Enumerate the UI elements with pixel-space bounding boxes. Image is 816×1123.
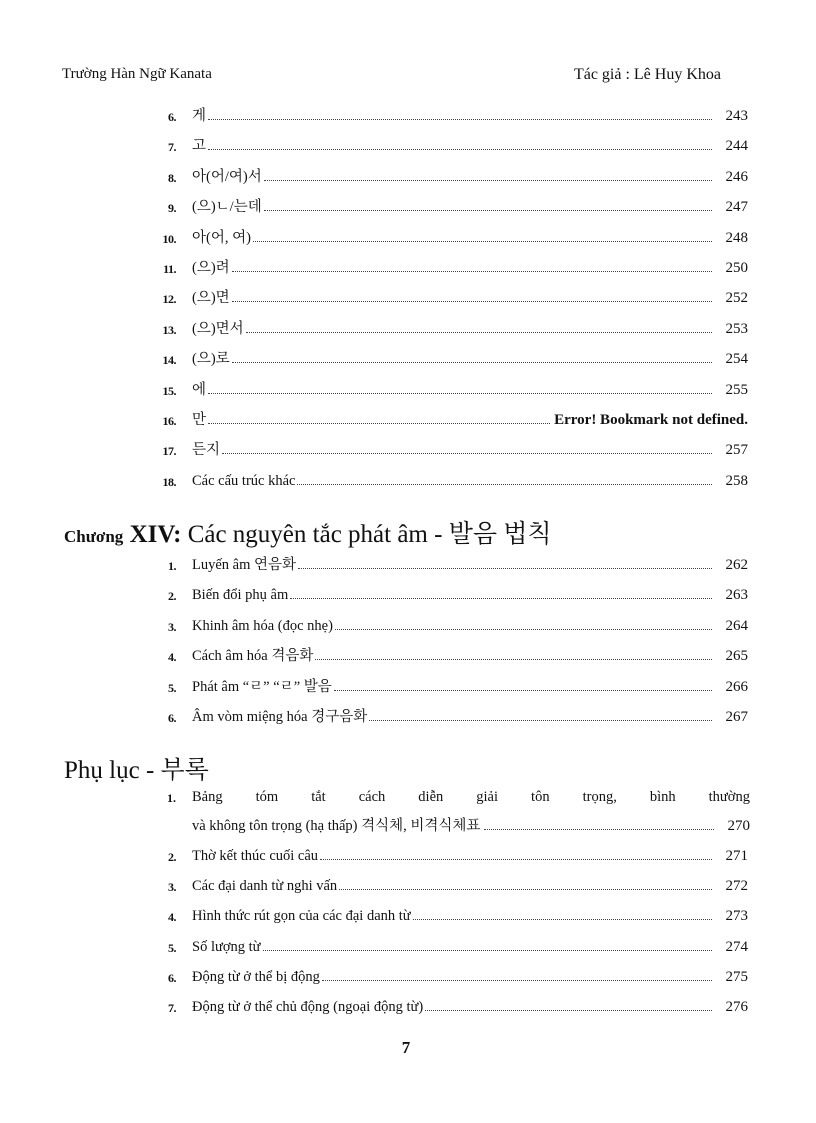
- dot-leader: [369, 720, 712, 721]
- toc-entry[interactable]: [140, 283, 748, 307]
- dot-leader: [264, 210, 712, 211]
- chapter-number: XIV:: [129, 521, 182, 548]
- toc-entry-title: Biến đổi phụ âm: [192, 587, 289, 604]
- dot-leader: [320, 859, 712, 860]
- dot-leader: [222, 453, 712, 454]
- toc-entry-page: 272: [725, 878, 748, 895]
- toc-entry-title-line2: và không tôn trọng (hạ thấp) 격식체, 비격식체표: [192, 818, 481, 834]
- toc-entry-title: Phát âm “ㄹ” “ㄹ” 발음: [192, 678, 332, 695]
- toc-entry[interactable]: [140, 344, 748, 368]
- toc-entry[interactable]: [140, 932, 748, 956]
- dot-leader: [246, 332, 712, 333]
- toc-entry-page: 250: [725, 260, 748, 276]
- dot-leader: [208, 119, 712, 120]
- toc-entry[interactable]: [140, 375, 748, 399]
- dot-leader: [335, 629, 712, 630]
- toc-entry-number: 5.: [168, 680, 176, 695]
- toc-entry[interactable]: [140, 101, 748, 125]
- toc-entry-page: 274: [725, 938, 748, 955]
- toc-entry[interactable]: [140, 702, 748, 726]
- toc-entry-page: 248: [725, 229, 748, 246]
- toc-entry-page: 257: [725, 442, 748, 459]
- dot-leader: [232, 271, 712, 272]
- dot-leader: [334, 690, 712, 691]
- toc-entry-number: 5.: [168, 940, 176, 955]
- toc-entry-page: 276: [725, 999, 748, 1015]
- toc-entry[interactable]: [140, 992, 748, 1016]
- toc-entry-number: 11.: [163, 262, 176, 276]
- toc-entry-title-line1: [192, 789, 750, 806]
- toc-entry-title: 아(어, 여): [192, 229, 251, 246]
- toc-entry-title-word: giải: [476, 789, 499, 805]
- toc-entry-number: 16.: [162, 414, 176, 428]
- dot-leader: [264, 180, 712, 181]
- toc-entry[interactable]: [140, 405, 748, 429]
- toc-entry-title-word: bình: [649, 789, 676, 805]
- toc-entry[interactable]: [140, 841, 748, 865]
- toc-entry-title-word: thường: [708, 789, 750, 805]
- toc-entry[interactable]: [140, 871, 748, 895]
- toc-entry-title-word: Bảng: [192, 789, 223, 805]
- toc-entry-title: (으)려: [192, 260, 230, 276]
- toc-entry[interactable]: [140, 962, 748, 986]
- toc-entry-number: 8.: [168, 170, 176, 185]
- toc-entry-title-word: cách: [358, 789, 386, 805]
- toc-entry-number: 12.: [162, 292, 176, 307]
- dot-leader: [425, 1010, 712, 1011]
- toc-entry-title: (으)ㄴ/는데: [192, 199, 262, 216]
- header-school-name: Trường Hàn Ngữ Kanata: [62, 66, 212, 82]
- dot-leader: [290, 598, 712, 599]
- toc-entry-title: 아(어/여)서: [192, 168, 262, 185]
- appendix-heading: Phụ lục - 부록: [64, 757, 209, 784]
- dot-leader: [297, 484, 712, 485]
- toc-entry-title-word: tắt: [311, 789, 326, 805]
- toc-entry-number: 2.: [168, 850, 176, 864]
- page-number-text: 7: [401, 1038, 411, 1057]
- toc-entry-title: Các đại danh từ nghi vấn: [192, 878, 338, 895]
- chapter-prefix: Chương: [64, 527, 124, 546]
- toc-entry-title: (으)로: [192, 351, 230, 368]
- toc-entry-title: Động từ ở thể bị động: [192, 968, 320, 985]
- header-author: Tác giả : Lê Huy Khoa: [573, 66, 721, 83]
- toc-entry-page: 258: [725, 472, 748, 489]
- dot-leader: [253, 241, 712, 242]
- toc-entry[interactable]: [140, 253, 748, 277]
- toc-entry-title: 에: [192, 381, 207, 398]
- toc-entry[interactable]: [140, 162, 748, 186]
- toc-entry-title: Động từ ở thể chủ động (ngoại động từ): [192, 999, 424, 1015]
- toc-entry-number: 7.: [168, 140, 176, 155]
- page-number: [0, 1038, 816, 1058]
- toc-entry-page: 270: [727, 818, 750, 834]
- dot-leader: [232, 301, 712, 302]
- running-header: [62, 66, 721, 90]
- toc-entry-number: 1.: [168, 559, 176, 573]
- dot-leader: [208, 423, 550, 424]
- toc-entry-title: Cách âm hóa 격음화: [192, 648, 314, 665]
- dot-leader: [232, 362, 712, 363]
- toc-entry-number: 14.: [162, 353, 176, 368]
- toc-entry-title: Luyến âm 연음화: [192, 557, 297, 573]
- toc-entry-page: 255: [725, 381, 748, 398]
- toc-entry-page: 263: [725, 587, 748, 604]
- toc-entry[interactable]: [140, 641, 748, 665]
- toc-entry[interactable]: [140, 131, 748, 155]
- toc-entry-number: 4.: [168, 650, 176, 665]
- toc-entry[interactable]: [140, 901, 748, 925]
- toc-entry-title: Hình thức rút gọn của các đại danh từ: [192, 908, 411, 925]
- toc-entry-number: 9.: [168, 201, 176, 216]
- toc-entry-title: 만: [192, 412, 207, 428]
- dot-leader: [484, 829, 714, 830]
- toc-entry-page: 271: [725, 848, 748, 864]
- toc-entry-number: 6.: [168, 110, 176, 124]
- toc-entry-title: (으)면서: [192, 320, 244, 337]
- toc-entry-page: 262: [725, 557, 748, 573]
- toc-entry-number: 6.: [168, 970, 176, 985]
- toc-entry-page: 254: [725, 351, 748, 368]
- toc-entry[interactable]: [140, 672, 748, 696]
- toc-entry-page: 246: [725, 168, 748, 185]
- toc-entry-title: Âm vòm miệng hóa 경구음화: [192, 709, 368, 725]
- toc-entry-page: 265: [725, 648, 748, 665]
- toc-entry-number: 4.: [168, 910, 176, 925]
- toc-entry-number: 13.: [162, 322, 176, 337]
- toc-entry[interactable]: [140, 223, 748, 247]
- toc-entry-number: 18.: [162, 474, 176, 489]
- toc-entry-title: Thờ kết thúc cuối câu: [192, 848, 319, 864]
- toc-entry-title: 게: [192, 108, 207, 124]
- toc-entry[interactable]: [140, 192, 748, 216]
- toc-entry[interactable]: [140, 466, 748, 490]
- toc-entry-title: Số lượng từ: [192, 938, 261, 955]
- toc-entry-page: 247: [725, 199, 748, 216]
- toc-entry-title-word: diễn: [418, 789, 444, 805]
- toc-entry-title-word: trọng,: [582, 789, 617, 805]
- dot-leader: [208, 393, 712, 394]
- toc-entry[interactable]: [140, 435, 748, 459]
- dot-leader: [322, 980, 712, 981]
- toc-entry-page: 267: [725, 709, 748, 725]
- toc-entry-number: 2.: [168, 589, 176, 604]
- toc-entry-number: 3.: [168, 880, 176, 895]
- toc-entry[interactable]: [140, 580, 748, 604]
- dot-leader: [263, 950, 712, 951]
- toc-entry-page: 264: [725, 617, 748, 634]
- toc-entry-title: (으)면: [192, 290, 230, 307]
- toc-entry-page: Error! Bookmark not defined.: [554, 412, 748, 428]
- toc-entry-title: Khinh âm hóa (đọc nhẹ): [192, 617, 333, 634]
- toc-entry-number: 7.: [168, 1001, 176, 1015]
- toc-entry-page: 266: [725, 678, 748, 695]
- toc-entry-number: 17.: [162, 444, 176, 459]
- toc-entry-page: 252: [725, 290, 748, 307]
- toc-entry-page: 275: [725, 968, 748, 985]
- dot-leader: [413, 919, 712, 920]
- dot-leader: [298, 568, 712, 569]
- toc-entry-title: 고: [192, 138, 207, 155]
- dot-leader: [315, 659, 712, 660]
- toc-entry[interactable]: [140, 314, 748, 338]
- toc-entry[interactable]: [140, 550, 748, 574]
- toc-entry-title-line2-row: [192, 814, 750, 835]
- toc-entry-number: 6.: [168, 711, 176, 725]
- chapter-title: Các nguyên tắc phát âm - 발음 법칙: [187, 521, 552, 548]
- toc-entry[interactable]: [140, 611, 748, 635]
- dot-leader: [339, 889, 712, 890]
- toc-entry-number: 10.: [162, 231, 176, 246]
- toc-entry-page: 273: [725, 908, 748, 925]
- toc-entry-title: Các cấu trúc khác: [192, 472, 296, 489]
- toc-entry-page: 243: [725, 108, 748, 124]
- toc-entry-title: 든지: [192, 442, 221, 459]
- toc-entry-title-word: tóm: [255, 789, 279, 805]
- toc-entry-number: 3.: [168, 619, 176, 634]
- toc-entry-title-word: tôn: [531, 789, 550, 805]
- toc-entry-page: 253: [725, 320, 748, 337]
- toc-entry-number: 15.: [162, 383, 176, 398]
- toc-entry-page: 244: [725, 138, 748, 155]
- dot-leader: [208, 149, 712, 150]
- chapter-heading: [64, 514, 552, 550]
- toc-entry-number: 1.: [167, 791, 176, 805]
